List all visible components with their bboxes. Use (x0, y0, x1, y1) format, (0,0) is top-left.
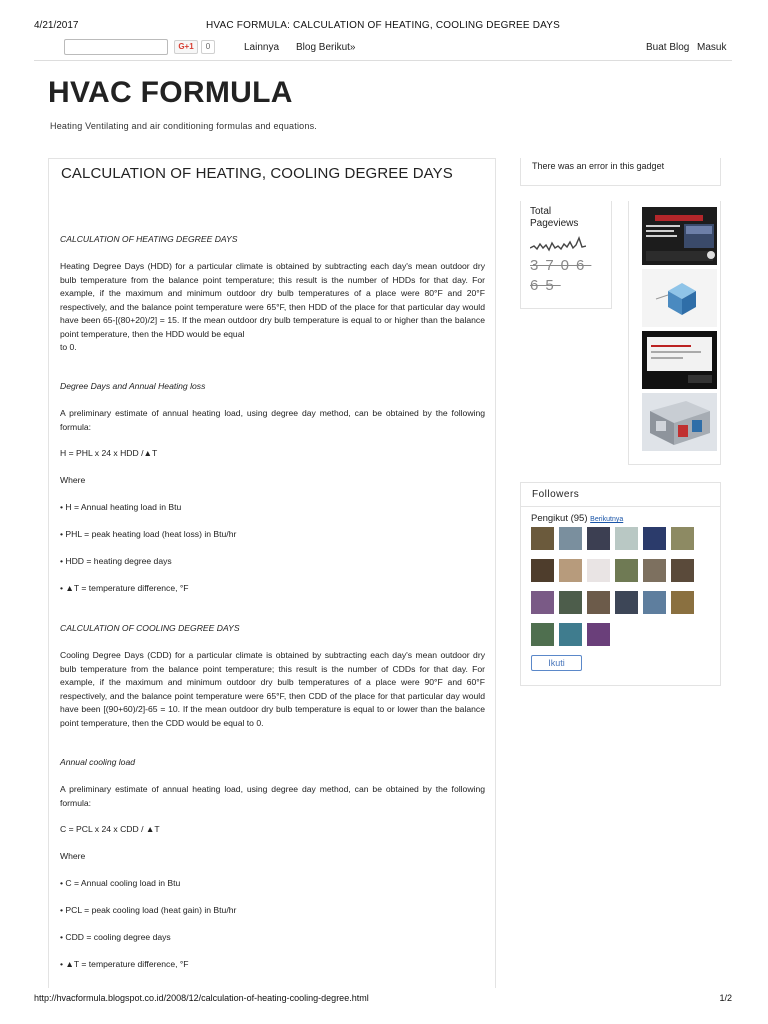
equipment-thumbnail-icon[interactable] (642, 393, 717, 451)
navbar-divider (34, 60, 732, 61)
list-item: • C = Annual cooling load in Btu (60, 878, 181, 888)
avatar[interactable] (559, 559, 582, 582)
gadget-error-message: There was an error in this gadget (520, 158, 721, 186)
followers-count-row (521, 513, 720, 524)
avatar[interactable] (643, 527, 666, 550)
list-item: • PHL = peak heating load (heat loss) in Btu/hr (60, 529, 237, 539)
followers-next-link[interactable]: Berikutnya (590, 516, 624, 523)
avatar[interactable] (587, 527, 610, 550)
avatar[interactable] (531, 591, 554, 614)
print-page-number: 1/2 (719, 993, 732, 1003)
cube-thumbnail-icon[interactable] (642, 269, 717, 327)
pageviews-sparkline-icon (530, 234, 586, 256)
follow-button[interactable]: Ikuti (531, 655, 582, 671)
blog-title[interactable]: HVAC FORMULA (48, 76, 293, 109)
avatar[interactable] (643, 591, 666, 614)
avatar[interactable] (587, 559, 610, 582)
pageviews-label-pageviews: Pageviews (530, 218, 579, 229)
avatar[interactable] (531, 623, 554, 646)
cooling-formula: C = PCL x 24 x CDD / ▲T (60, 824, 160, 834)
slide-thumbnail-icon[interactable] (642, 331, 717, 389)
avatar[interactable] (643, 559, 666, 582)
blogger-navbar (34, 38, 732, 58)
image-thumbnails (628, 201, 721, 465)
blog-description: Heating Ventilating and air conditioning formulas and equations. (50, 121, 317, 131)
avatar[interactable] (559, 591, 582, 614)
avatar[interactable] (615, 591, 638, 614)
create-blog-link[interactable]: Buat Blog (646, 42, 690, 53)
post-title[interactable]: CALCULATION OF HEATING, COOLING DEGREE DAYS (61, 165, 453, 182)
more-link[interactable]: Lainnya (244, 42, 280, 53)
print-footer (34, 993, 732, 1003)
print-url: http://hvacformula.blogspot.co.id/2008/12/calculation-of-heating-cooling-degree.html (34, 993, 369, 1003)
heating-formula: H = PHL x 24 x HDD /▲T (60, 448, 158, 458)
list-item: • H = Annual heating load in Btu (60, 502, 182, 512)
avatar[interactable] (615, 559, 638, 582)
video-thumbnail-icon[interactable] (642, 207, 717, 265)
followers-divider (521, 506, 720, 507)
hdd-heading: CALCULATION OF HEATING DEGREE DAYS (60, 234, 238, 244)
cdd-paragraph: Cooling Degree Days (CDD) for a particular climate is obtained by subtracting each day's mean outdoor dry bulb temperature from the balance point temperature; this result is the number of CDDs for that day. For example, if the maximum and minimum outdoor dry bulb temperatures of a place were 90°F and 60°F respectively, and the balance point temperature were 65°F, then CDD of the place for that particular day would have been [(90+60)/2]-65 = 10. If the mean outdoor dry bulb temperature is equal to or lower than the balance point temperature, then the CDD would be equal to 0. (60, 650, 485, 728)
list-item: • ▲T = temperature difference, °F (60, 583, 189, 593)
hdd-paragraph-tail: to 0. (60, 342, 77, 352)
followers-count: Pengikut (95) (531, 513, 588, 524)
list-item: • PCL = peak cooling load (heat gain) in Btu/hr (60, 905, 237, 915)
followers-widget (520, 482, 721, 686)
where-label: Where (60, 475, 86, 485)
google-plus-count: 0 (201, 40, 215, 54)
pageviews-widget (520, 201, 612, 309)
avatar[interactable] (559, 527, 582, 550)
where-label: Where (60, 851, 86, 861)
pageviews-label-total: Total (530, 206, 552, 217)
cdd-heading: CALCULATION OF COOLING DEGREE DAYS (60, 623, 240, 633)
print-page-title: HVAC FORMULA: CALCULATION OF HEATING, COOLING DEGREE DAYS (205, 20, 561, 31)
avatar[interactable] (671, 591, 694, 614)
print-date: 4/21/2017 (34, 20, 79, 31)
avatar[interactable] (587, 591, 610, 614)
avatar[interactable] (615, 527, 638, 550)
heating-load-heading: Degree Days and Annual Heating loss (60, 381, 206, 391)
list-item: • HDD = heating degree days (60, 556, 172, 566)
cooling-load-paragraph: A preliminary estimate of annual heating load, using degree day method, can be obtained by the following formula: (60, 784, 485, 808)
avatar[interactable] (531, 527, 554, 550)
avatar[interactable] (587, 623, 610, 646)
heating-load-paragraph: A preliminary estimate of annual heating load, using degree day method, can be obtained by the following formula: (60, 408, 485, 432)
google-plus-button[interactable]: G+1 (174, 40, 198, 54)
pageviews-count-line-1: 3706 (530, 257, 592, 274)
post (48, 158, 496, 988)
followers-title: Followers (532, 489, 580, 500)
avatar[interactable] (559, 623, 582, 646)
hdd-paragraph: Heating Degree Days (HDD) for a particular climate is obtained by subtracting each day's mean outdoor dry bulb temperature from the balance point temperature; this result is the number of HDDs for that day. For example, if the maximum and minimum outdoor dry bulb temperatures of a place were 80°F and 20°F respectively, and the balance point temperature were 65°F, then HDD of the place for that particular day would have been 65-[(80+20)/2] = 15. If the mean outdoor dry bulb temperature is equal to or higher than the balance point temperature, then the HDD would be equal (60, 261, 485, 339)
pageviews-count-line-2: 65 (530, 277, 561, 294)
search-input[interactable] (64, 39, 168, 55)
list-item: • CDD = cooling degree days (60, 932, 171, 942)
avatar[interactable] (671, 527, 694, 550)
cooling-load-heading: Annual cooling load (60, 757, 136, 767)
avatar[interactable] (531, 559, 554, 582)
next-blog-link[interactable]: Blog Berikut» (296, 42, 356, 53)
avatar[interactable] (671, 559, 694, 582)
list-item: • ▲T = temperature difference, °F (60, 959, 189, 969)
sign-in-link[interactable]: Masuk (697, 42, 727, 53)
